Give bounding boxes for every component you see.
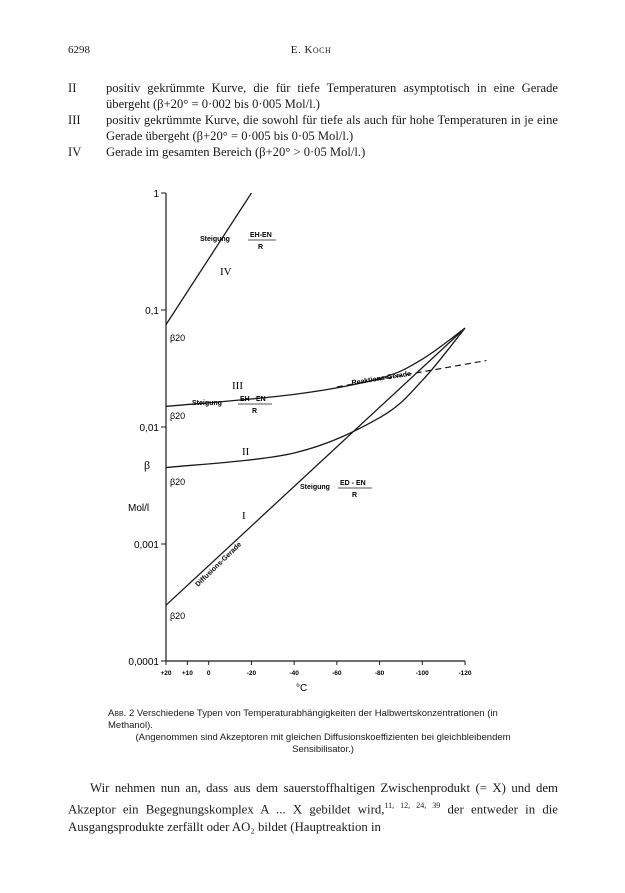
slope-label-i xyxy=(300,480,372,499)
caption-text-1: Verschiedene Typen von Temperaturabhängigkeiten der Halbwertskonzentrationen (in Methanol). xyxy=(108,708,498,731)
reaktions-gerade-label: Reaktions-Gerade xyxy=(351,370,412,387)
slope-label-iv xyxy=(200,232,276,251)
item-text: positiv gekrümmte Kurve, die sowohl für tiefe als auch für hohe Temperaturen in je eine Gerade übergeht (β+20° = 0·005 bis 0·05 Mol/l.) xyxy=(106,113,558,143)
x-tick-label: +10 xyxy=(181,670,193,677)
item-number: III xyxy=(68,113,81,127)
diffusions-gerade-label: Diffusions-Gerade xyxy=(194,541,244,589)
curve-label-i: I xyxy=(242,510,246,522)
x-tick-label: -20 xyxy=(246,670,257,677)
svg-text:EH - EN: EH - EN xyxy=(240,396,266,403)
item-text: Gerade im gesamten Bereich (β+20° > 0·05 Mol/l.) xyxy=(106,145,366,159)
svg-text:Steigung: Steigung xyxy=(300,484,330,491)
item-number: IV xyxy=(68,145,82,159)
curve-ii xyxy=(166,328,465,467)
x-tick-label: -120 xyxy=(458,670,472,677)
beta20-label-i: β20 xyxy=(170,611,186,621)
list-item xyxy=(68,112,558,144)
figure-caption xyxy=(108,708,538,756)
svg-text:R: R xyxy=(352,492,358,499)
x-tick-label: -100 xyxy=(415,670,429,677)
list-item xyxy=(68,144,558,160)
x-tick-label: 0 xyxy=(206,670,211,677)
body-text-part-2: der entweder in die Ausgangsprodukte zerfällt oder AO₂ bildet (Hauptreaktion in xyxy=(68,802,558,835)
slope-label-iii xyxy=(192,396,272,415)
reference-superscript: 11, 12, 24, 39 xyxy=(384,801,441,810)
svg-text:Steigung: Steigung xyxy=(200,236,230,243)
curve-label-iii: III xyxy=(232,380,243,392)
item-number: II xyxy=(68,81,77,95)
y-tick-label: 0,1 xyxy=(145,306,159,317)
caption-label: Abb. 2 xyxy=(108,708,135,719)
curve-label-ii: II xyxy=(242,446,250,458)
y-axis-label: β xyxy=(144,458,151,472)
x-tick-label: +20 xyxy=(160,670,172,677)
beta20-label-iii: β20 xyxy=(170,411,186,421)
x-axis-unit: °C xyxy=(296,683,308,694)
svg-text:R: R xyxy=(252,408,258,415)
caption-line-1 xyxy=(108,708,538,732)
y-tick-label: 0,0001 xyxy=(128,657,159,668)
svg-text:ED - EN: ED - EN xyxy=(340,480,366,487)
item-text: positiv gekrümmte Kurve, die für tiefe Temperaturen asymptotisch in eine Gerade übergeht (β+20° = 0·002 bis 0·005 Mol/l.) xyxy=(106,81,558,111)
y-tick-label: 1 xyxy=(153,189,159,200)
x-tick-label: -80 xyxy=(374,670,385,677)
body-text-part-1: Wir nehmen nun an, dass aus dem sauerstoffhaltigen Zwischenprodukt (= X) und dem Akzeptor ein Begegnungskomplex A ... X gebildet wird, xyxy=(68,781,558,817)
y-tick-label: 0,01 xyxy=(139,423,159,434)
svg-text:Steigung: Steigung xyxy=(192,400,222,407)
chart-svg xyxy=(100,185,520,705)
y-tick-label: 0,001 xyxy=(133,540,159,551)
beta20-label-ii: β20 xyxy=(170,477,186,487)
figure xyxy=(100,185,520,705)
svg-text:EH-EN: EH-EN xyxy=(250,232,272,239)
svg-text:R: R xyxy=(258,244,264,251)
curve-iii xyxy=(166,328,465,406)
page-number: 6298 xyxy=(68,44,90,56)
x-tick-label: -60 xyxy=(332,670,342,677)
caption-text-2: (Angenommen sind Akzeptoren mit gleichen Diffusionskoeffizienten bei gleichbleibendem Sensibilisator.) xyxy=(135,732,511,755)
y-axis-unit: Mol/l xyxy=(128,503,150,514)
beta20-label-iv: β20 xyxy=(170,333,186,343)
list-item xyxy=(68,80,558,112)
x-tick-label: -40 xyxy=(289,670,299,677)
classification-list xyxy=(68,80,558,160)
curve-i xyxy=(166,328,465,605)
running-author: E. Koch xyxy=(290,44,332,56)
body-paragraph xyxy=(68,779,558,836)
curve-iv xyxy=(166,193,251,325)
curve-label-iv: IV xyxy=(220,266,232,278)
